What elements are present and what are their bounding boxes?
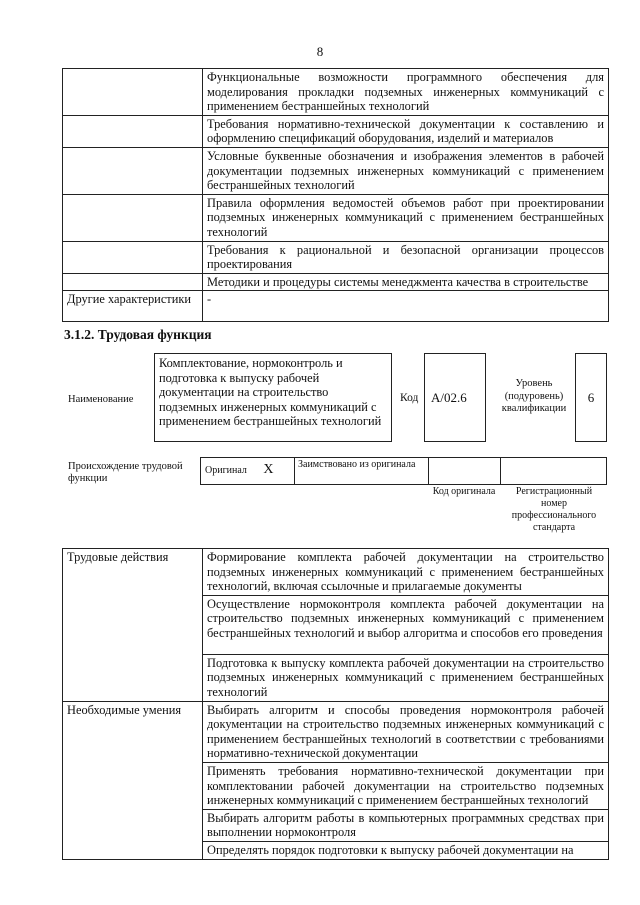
row-label	[63, 273, 203, 291]
origin-label: Происхождение трудовой функции	[68, 461, 183, 484]
table-row	[63, 701, 609, 762]
table-row	[63, 147, 609, 194]
original-label: Оригинал	[205, 465, 247, 477]
code-original-cell	[429, 458, 501, 485]
row-label	[63, 241, 203, 273]
code-original-caption: Код оригинала	[432, 486, 496, 497]
page-number: 8	[316, 44, 324, 59]
list-item: Определять порядок подготовки к выпуску рабочей документации на	[203, 841, 609, 859]
row-label	[63, 69, 203, 116]
reg-number-caption: Регистрационный номер профессионального стандарта	[511, 486, 597, 533]
knowledge-item: Правила оформления ведомостей объемов работ при проектировании подземных инженерных коммуникаций с применением бестраншейных технологий	[203, 194, 609, 241]
row-label-other: Другие характеристики	[63, 291, 203, 322]
list-item: Подготовка к выпуску комплекта рабочей документации на строительство подземных инженерных коммуникаций с применением бестраншейных технологий	[203, 654, 609, 701]
origin-table	[200, 457, 607, 485]
table-row	[63, 549, 609, 596]
section-title: 3.1.2. Трудовая функция	[64, 327, 212, 342]
row-label	[63, 115, 203, 147]
list-item: Выбирать алгоритм и способы проведения нормоконтроля рабочей документации на строительство подземных инженерных коммуникаций с применением бестраншейных технологий в соответствии с требованиями нормативно-технической документации	[203, 701, 609, 762]
borrowed-label: Заимствовано из оригинала	[295, 458, 429, 485]
table-row	[63, 194, 609, 241]
knowledge-item: Условные буквенные обозначения и изображения элементов в рабочей документации подземных инженерных коммуникаций с применением бестраншейных технологий	[203, 147, 609, 194]
section-label-actions: Трудовые действия	[63, 549, 203, 702]
name-label: Наименование	[68, 394, 134, 405]
section-label-skills: Необходимые умения	[63, 701, 203, 859]
reg-number-cell	[501, 458, 607, 485]
other-characteristics-value: -	[203, 291, 609, 322]
table-row	[63, 241, 609, 273]
list-item: Осуществление нормоконтроля комплекта рабочей документации на строительство подземных инженерных коммуникаций с применением бестраншейных технологий и выбор алгоритма и способов его проведения	[203, 595, 609, 654]
function-name-box: Комплектование, нормоконтроль и подготовка к выпуску рабочей документации на строительство подземных инженерных коммуникаций с применением бестраншейных технологий	[154, 353, 392, 442]
code-value-box: А/02.6	[424, 353, 486, 442]
knowledge-item: Методики и процедуры системы менеджмента качества в строительстве	[203, 273, 609, 291]
knowledge-table	[62, 68, 609, 322]
knowledge-item: Функциональные возможности программного обеспечения для моделирования прокладки подземных инженерных коммуникаций с применением бестраншейных технологий	[203, 69, 609, 116]
list-item: Выбирать алгоритм работы в компьютерных программных средствах при выполнении нормоконтроля	[203, 809, 609, 841]
list-item: Применять требования нормативно-технической документации при комплектовании рабочей документации на строительство подземных инженерных коммуникаций с применением бестраншейных технологий	[203, 762, 609, 809]
table-row	[63, 115, 609, 147]
row-label	[63, 194, 203, 241]
level-value-box: 6	[575, 353, 607, 442]
level-label: Уровень (подуровень) квалификации	[501, 378, 567, 414]
function-details-table	[62, 548, 609, 860]
original-cell	[201, 458, 295, 485]
knowledge-item: Требования нормативно-технической документации к составлению и оформлению спецификаций оборудования, изделий и материалов	[203, 115, 609, 147]
row-label	[63, 147, 203, 194]
table-row	[63, 291, 609, 322]
knowledge-item: Требования к рациональной и безопасной организации процессов проектирования	[203, 241, 609, 273]
list-item: Формирование комплекта рабочей документации на строительство подземных инженерных коммуникаций с применением бестраншейных технологий, включая ссылочные и прилагаемые документы	[203, 549, 609, 596]
table-row	[63, 273, 609, 291]
code-label: Код	[400, 392, 419, 404]
table-row	[63, 69, 609, 116]
original-mark: X	[263, 462, 274, 478]
